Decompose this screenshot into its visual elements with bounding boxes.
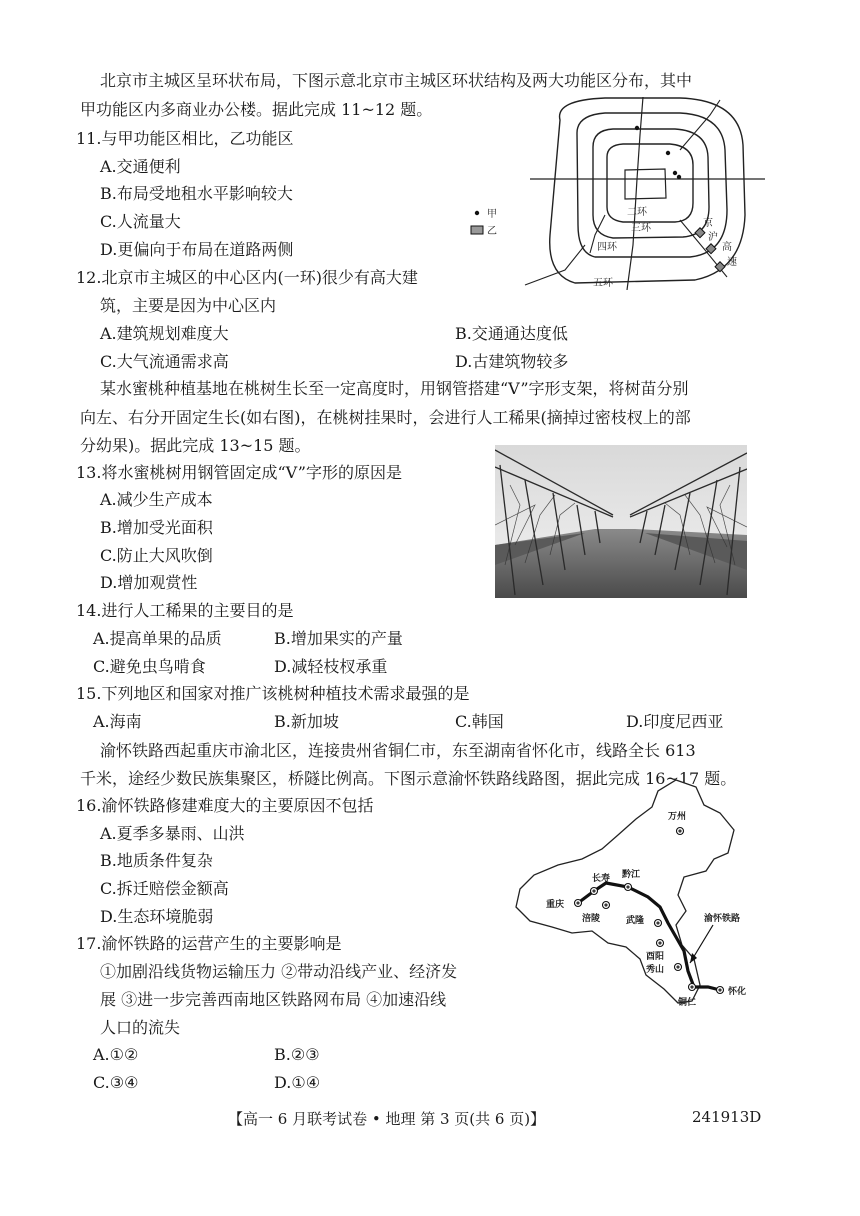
q16-option-c: C.拆迁赔偿金额高 [100,879,229,898]
intro3-line2: 千米，途经少数民族集聚区，桥隧比例高。下图示意渝怀铁路线路图，据此完成 16~17 题。 [80,769,737,788]
q14-option-b: B.增加果实的产量 [274,629,403,648]
q17-option-a: A.①② [93,1045,139,1064]
highway-label-hu: 沪 [708,232,718,243]
jia-dot [677,175,681,179]
railway-label: 渝怀铁路 [704,914,741,924]
q16-option-d: D.生态环境脆弱 [100,907,214,926]
q16-stem: 16.渝怀铁路修建难度大的主要原因不包括 [76,796,374,815]
city-wulong: 武隆 [626,916,645,926]
ring-label-2: 二环 [627,207,647,218]
q12-stem-line2: 筑，主要是因为中心区内 [100,296,277,315]
q16-option-b: B.地质条件复杂 [100,851,213,870]
q14-option-c: C.避免虫鸟啃食 [93,657,206,676]
q13-stem: 13.将水蜜桃树用钢管固定成“V”字形的原因是 [76,463,402,482]
q11-option-c: C.人流量大 [100,212,181,231]
highway-label-su: 速 [727,257,737,268]
q12-option-b: B.交通通达度低 [455,324,568,343]
intro2-line3: 分幼果)。据此完成 13~15 题。 [80,436,311,455]
city-xiushan: 秀山 [646,965,665,975]
q17-desc-line1: ①加剧沿线货物运输压力 ②带动沿线产业、经济发 [100,962,458,981]
q12-option-a: A.建筑规划难度大 [100,324,229,343]
q17-desc-line2: 展 ③进一步完善西南地区铁路网布局 ④加速沿线 [100,990,447,1009]
city-qianjiang: 黔江 [622,870,641,880]
q14-option-a: A.提高单果的品质 [93,629,222,648]
q11-option-a: A.交通便利 [100,157,181,176]
intro1-line1: 北京市主城区呈环状布局，下图示意北京市主城区环状结构及两大功能区分布，其中 [100,71,693,90]
city-huaihua: 怀化 [728,987,747,997]
jia-dot [666,151,670,155]
q13-option-d: D.增加观赏性 [100,573,198,592]
q13-option-c: C.防止大风吹倒 [100,546,213,565]
ring-label-3: 三环 [631,223,651,234]
yi-square [715,262,725,272]
q11-stem: 11.与甲功能区相比，乙功能区 [76,129,294,148]
q17-option-b: B.②③ [274,1045,320,1064]
city-youyang: 酉阳 [646,952,665,962]
q17-stem: 17.渝怀铁路的运营产生的主要影响是 [76,934,342,953]
highway-label-jing: 京 [703,218,713,229]
q12-stem-line1: 12.北京市主城区的中心区内(一环)很少有高大建 [76,268,418,287]
q17-desc-line3: 人口的流失 [100,1018,181,1037]
jia-dot [673,171,677,175]
q13-option-a: A.减少生产成本 [100,490,213,509]
q15-option-d: D.印度尼西亚 [626,712,724,731]
city-tongren: 铜仁 [678,998,697,1008]
city-chongqing: 重庆 [546,900,565,910]
q11-option-b: B.布局受地租水平影响较大 [100,184,293,203]
q11-option-d: D.更偏向于布局在道路两侧 [100,240,294,259]
peach-orchard-photo [495,445,747,598]
ring-label-5: 五环 [593,278,613,289]
intro2-line2: 向左、右分开固定生长(如右图)，在桃树挂果时，会进行人工稀果(摘掉过密枝杈上的部 [80,408,691,427]
beijing-ring-map [465,95,780,290]
legend-jia-icon [475,211,479,215]
q13-option-b: B.增加受光面积 [100,518,213,537]
highway-label-gao: 高 [722,242,732,253]
q17-option-c: C.③④ [93,1073,139,1092]
intro3-line1: 渝怀铁路西起重庆市渝北区，连接贵州省铜仁市，东至湖南省怀化市，线路全长 613 [100,741,696,760]
q12-option-c: C.大气流通需求高 [100,352,229,371]
jia-dot [635,126,639,130]
footer-title: 【高一 6 月联考试卷 • 地理 第 3 页(共 6 页)】 [228,1110,546,1128]
q14-stem: 14.进行人工稀果的主要目的是 [76,601,294,620]
q17-option-d: D.①④ [274,1073,321,1092]
legend-jia-label: 甲 [487,209,497,220]
q12-option-d: D.古建筑物较多 [455,352,569,371]
q15-option-c: C.韩国 [455,712,504,731]
q15-stem: 15.下列地区和国家对推广该桃树种植技术需求最强的是 [76,684,470,703]
q16-option-a: A.夏季多暴雨、山洪 [100,824,245,843]
q15-option-b: B.新加坡 [274,712,339,731]
city-changshou: 长寿 [592,874,611,884]
q14-option-d: D.减轻枝杈承重 [274,657,388,676]
legend-yi-label: 乙 [487,226,497,237]
city-wanzhou: 万州 [668,812,687,822]
intro1-line2: 甲功能区内多商业办公楼。据此完成 11~12 题。 [80,100,433,119]
legend-yi-icon [471,226,483,234]
ring-label-4: 四环 [597,242,617,253]
q15-option-a: A.海南 [93,712,142,731]
intro2-line1: 某水蜜桃种植基地在桃树生长至一定高度时，用钢管搭建“V”字形支架，将树苗分别 [100,379,689,398]
footer-code: 241913D [692,1108,762,1126]
yuhuai-railway-map [508,775,770,1015]
city-fuling: 涪陵 [582,914,601,924]
yi-square [695,228,705,238]
